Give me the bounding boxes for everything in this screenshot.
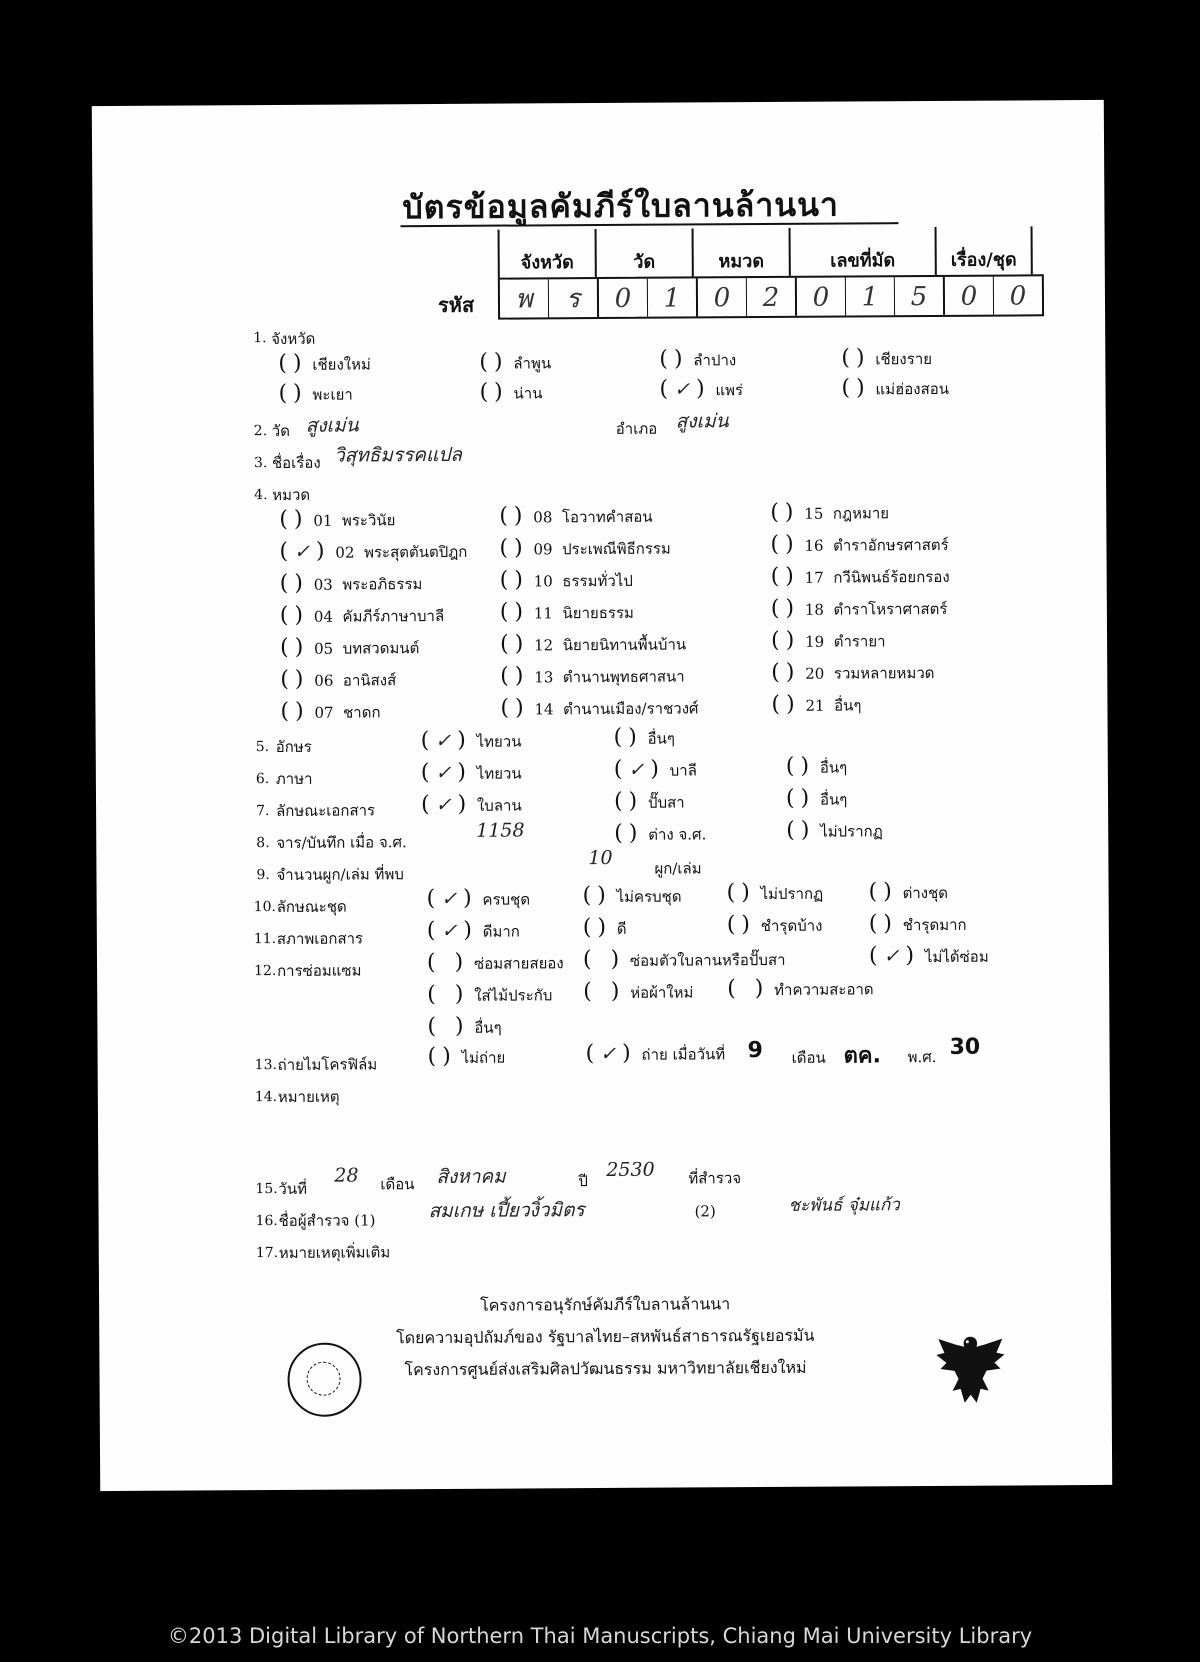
extra-remark-label: หมายเหตุเพิ่มเติม: [278, 1243, 391, 1262]
code-label: รหัส: [437, 292, 475, 317]
document-type-option[interactable]: () อื่นๆ: [785, 785, 848, 811]
footer-line-2: โดยความอุปถัมภ์ของ รัฐบาลไทย–สหพันธ์สาธารณรัฐเยอรมัน: [396, 1325, 815, 1348]
code-cell: พ: [500, 279, 549, 317]
code-header-row: [498, 226, 1033, 277]
survey-month-label: เดือน: [380, 1175, 415, 1194]
code-cell: 0: [698, 278, 747, 316]
code-cell: 0: [797, 278, 846, 316]
category-option[interactable]: () 09 ประเพณีพิธีกรรม: [499, 535, 671, 561]
microfilm-month: ตค.: [843, 1043, 882, 1069]
code-header-temple: วัด: [597, 228, 694, 277]
code-header-set: เรื่อง/ชุด: [937, 226, 1033, 275]
item-number: 1.: [253, 330, 267, 347]
code-cell: 5: [895, 277, 945, 315]
surveyor-2-number: (2): [694, 1202, 716, 1221]
repair-option[interactable]: ( ) ห่อผ้าใหม่: [583, 978, 694, 1005]
category-option[interactable]: () 11 นิยายธรรม: [499, 599, 634, 625]
category-option[interactable]: () 08 โอวาทคำสอน: [499, 503, 653, 529]
story-title-label: ชื่อเรื่อง: [271, 453, 321, 473]
condition-option[interactable]: () ดี: [582, 914, 627, 941]
category-option[interactable]: () 10 ธรรมทั่วไป: [499, 567, 633, 593]
repair-option[interactable]: ( ) ใส่ไม้ประกับ: [427, 981, 553, 1008]
inscribed-option[interactable]: () ไม่ปรากฏ: [786, 817, 883, 843]
microfilm-year: 30: [949, 1034, 981, 1060]
set-option[interactable]: () ต่างชุด: [868, 879, 949, 905]
category-option[interactable]: () 07 ชาดก: [280, 698, 381, 724]
province-option[interactable]: () ลำปาง: [659, 346, 737, 372]
item-number: 16.: [255, 1212, 278, 1230]
province-option[interactable]: (✓) แพร่: [659, 376, 744, 402]
document-type-option[interactable]: (✓) ใบลาน: [420, 791, 522, 818]
story-title-value: วิสุทธิมรรคแปล: [333, 443, 462, 467]
survey-card: [92, 100, 1112, 1491]
set-option[interactable]: (✓) ครบชุด: [426, 885, 531, 912]
district-label: อำเภอ: [615, 419, 658, 438]
item-number: 15.: [255, 1180, 278, 1198]
code-header-category: หมวด: [694, 228, 791, 277]
code-cell: 0: [945, 277, 994, 315]
category-option[interactable]: () 18 ตำราโหราศาสตร์: [770, 595, 948, 621]
district-value: สูงเม่น: [675, 410, 729, 433]
item-number: 11.: [253, 930, 277, 948]
repair-option[interactable]: ( ) ทำความสะอาด: [727, 975, 874, 1002]
language-option[interactable]: (✓) ไทยวน: [420, 759, 522, 786]
category-option[interactable]: () 21 อื่นๆ: [771, 691, 862, 717]
province-label: จังหวัด: [271, 329, 316, 349]
repair-option[interactable]: ( ) ซ่อมสายสยอง: [426, 949, 564, 976]
language-option[interactable]: () อื่นๆ: [785, 753, 848, 779]
repair-option[interactable]: ( ) ซ่อมตัวใบลานหรือปั๊บสา: [582, 946, 786, 973]
script-option[interactable]: () อื่นๆ: [613, 724, 676, 750]
item-number: 4.: [254, 487, 268, 504]
survey-date-label: วันที่: [278, 1179, 308, 1198]
item-number: 6.: [255, 771, 270, 788]
microfilm-year-label: พ.ศ.: [907, 1047, 937, 1067]
code-cell: 0: [599, 279, 648, 317]
category-option[interactable]: () 17 กวีนิพนธ์ร้อยกรอง: [770, 563, 950, 589]
province-option[interactable]: () เชียงราย: [841, 345, 933, 371]
category-option[interactable]: () 20 รวมหลายหมวด: [771, 659, 935, 685]
category-option[interactable]: () 03 พระอภิธรรม: [279, 570, 423, 596]
code-header-province: จังหวัด: [500, 229, 597, 278]
category-option[interactable]: () 12 นิยายนิทานพื้นบ้าน: [499, 631, 687, 657]
fascicle-count-label: จำนวนผูก/เล่ม ที่พบ: [276, 865, 404, 884]
item-number: 12.: [254, 962, 277, 980]
category-option[interactable]: () 04 คัมภีร์ภาษาบาลี: [279, 602, 445, 628]
copyright-notice: ©2013 Digital Library of Northern Thai Manuscripts, Chiang Mai University Library: [167, 1624, 1033, 1648]
item-number: 5.: [255, 739, 270, 756]
inscribed-value: 1158: [476, 819, 525, 842]
microfilm-month-label: เดือน: [791, 1048, 826, 1067]
code-cell: 1: [846, 277, 895, 315]
temple-label: วัด: [271, 421, 290, 441]
province-option[interactable]: () ลำพูน: [479, 349, 552, 375]
language-option[interactable]: (✓) บาลี: [613, 756, 697, 782]
code-cell: 0: [1009, 281, 1027, 312]
fascicle-count-value: 10: [588, 846, 613, 870]
item-number: 14.: [254, 1088, 278, 1106]
temple-value: สูงเม่น: [305, 414, 359, 437]
condition-option[interactable]: () ชำรุดบ้าง: [726, 912, 823, 938]
survey-day: 28: [334, 1164, 359, 1187]
province-option[interactable]: () น่าน: [479, 379, 543, 405]
category-option[interactable]: () 15 กฎหมาย: [770, 499, 890, 525]
survey-year: 2530: [606, 1158, 655, 1181]
script-label: อักษร: [275, 737, 312, 756]
condition-option[interactable]: (✓) ดีมาก: [426, 917, 520, 944]
script-option[interactable]: (✓) ไทยวน: [420, 727, 522, 754]
code-cell: 2: [747, 278, 797, 316]
condition-label: สภาพเอกสาร: [276, 929, 364, 948]
footer-line-3: โครงการศูนย์ส่งเสริมศิลปวัฒนธรรม มหาวิทยาลัยเชียงใหม่: [404, 1357, 807, 1380]
code-header-bundle: เลขที่มัด: [791, 227, 937, 276]
inscribed-option[interactable]: () ต่าง จ.ศ.: [614, 820, 707, 846]
item-number: 7.: [256, 803, 270, 820]
microfilm-label: ถ่ายไมโครฟิล์ม: [277, 1055, 378, 1074]
item-number: 13.: [254, 1056, 277, 1074]
condition-option[interactable]: () ชำรุดมาก: [868, 911, 967, 937]
category-option[interactable]: () 01 พระวินัย: [279, 506, 396, 532]
code-cell: 1: [648, 278, 698, 316]
university-seal-icon: [287, 1342, 361, 1416]
set-option[interactable]: () ไม่ปรากฏ: [726, 880, 824, 906]
repair-label: การซ่อมแซม: [277, 961, 362, 980]
fascicle-unit: ผูก/เล่ม: [654, 859, 702, 878]
inscribed-label: จาร/บันทึก เมื่อ จ.ศ.: [276, 833, 407, 852]
repair-option[interactable]: (✓) ไม่ได้ซ่อม: [868, 943, 989, 969]
category-option[interactable]: () 14 ตำนานเมือง/ราชวงศ์: [500, 695, 699, 721]
microfilm-option[interactable]: (✓) ถ่าย เมื่อวันที่: [585, 1040, 726, 1067]
category-option[interactable]: () 13 ตำนานพุทธศาสนา: [500, 663, 685, 689]
set-option[interactable]: () ไม่ครบชุด: [582, 882, 682, 909]
category-option[interactable]: (✓) 02 พระสุตตันตปิฎก: [279, 538, 468, 564]
item-number: 2.: [253, 423, 268, 440]
province-option[interactable]: () พะเยา: [278, 380, 353, 406]
category-option[interactable]: () 06 อานิสงส์: [280, 666, 397, 692]
microfilm-day: 9: [747, 1038, 763, 1064]
set-label: ลักษณะชุด: [276, 897, 347, 916]
code-cell: ร: [549, 279, 599, 317]
item-number: 8.: [256, 835, 270, 852]
category-option[interactable]: () 19 ตำรายา: [770, 627, 886, 653]
category-label: หมวด: [272, 485, 311, 505]
remark-label: หมายเหตุ: [277, 1087, 340, 1106]
card-title: บัตรข้อมูลคัมภีร์ใบลานล้านนา: [402, 185, 840, 227]
survey-month: สิงหาคม: [436, 1165, 506, 1189]
province-option[interactable]: () แม่ฮ่องสอน: [841, 375, 950, 401]
surveyor-label: ชื่อผู้สำรวจ (1): [278, 1211, 376, 1230]
footer-line-1: โครงการอนุรักษ์คัมภีร์ใบลานล้านนา: [480, 1294, 731, 1315]
language-label: ภาษา: [275, 769, 313, 788]
surveyor-1-name: สมเกษ เปี้ยวงิ้วมิตร: [428, 1199, 585, 1223]
document-type-option[interactable]: () ปั๊บสา: [613, 788, 685, 814]
item-number: 17.: [255, 1244, 279, 1262]
item-number: 3.: [253, 455, 268, 472]
item-number: 9.: [256, 867, 270, 884]
category-option[interactable]: () 16 ตำราอักษรศาสตร์: [770, 531, 949, 557]
repair-option[interactable]: ( ) อื่นๆ: [427, 1013, 502, 1040]
category-option[interactable]: () 05 บทสวดมนต์: [280, 634, 420, 660]
document-type-label: ลักษณะเอกสาร: [276, 801, 376, 820]
eagle-emblem-icon: [934, 1331, 1006, 1411]
item-number: 10.: [253, 898, 276, 916]
survey-year-label: ปี: [578, 1172, 588, 1191]
code-grid: [498, 274, 1044, 319]
surveyor-2-name: ชะพันธ์ จุ๋มแก้ว: [788, 1195, 900, 1216]
microfilm-option[interactable]: () ไม่ถ่าย: [427, 1043, 506, 1070]
province-option[interactable]: () เชียงใหม่: [278, 350, 371, 376]
survey-place-label: ที่สำรวจ: [688, 1169, 742, 1188]
